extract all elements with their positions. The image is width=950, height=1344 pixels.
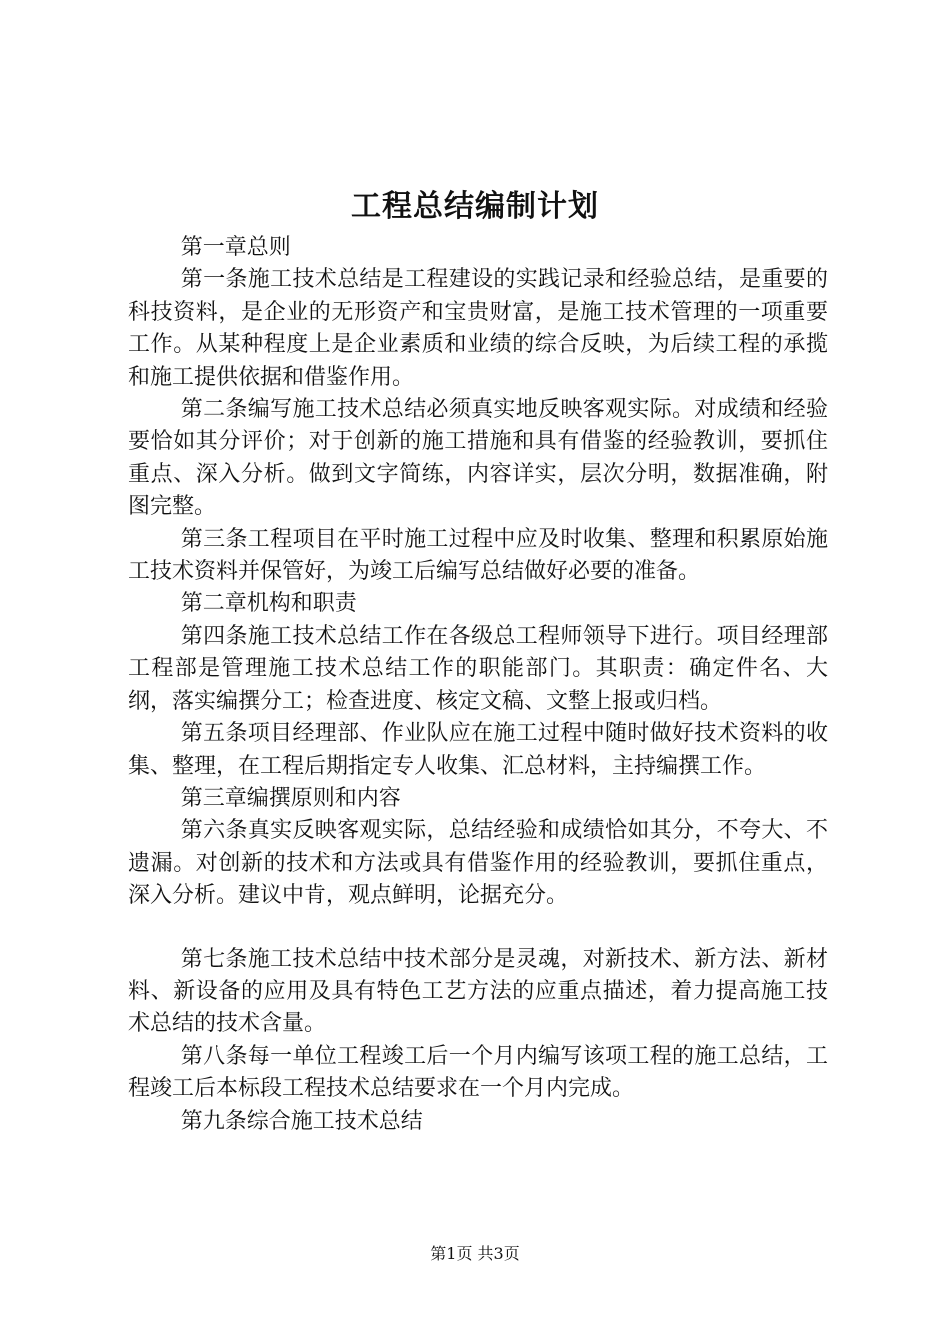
- article-3: 第三条工程项目在平时施工过程中应及时收集、整理和积累原始施工技术资料并保管好，为竣工后编写总结做好必要的准备。: [128, 526, 828, 585]
- paragraph-spacer: [128, 913, 828, 944]
- document-body: [128, 232, 828, 1138]
- document-title: 工程总结编制计划: [351, 189, 599, 224]
- article-9: 第九条综合施工技术总结: [180, 1108, 423, 1134]
- article-4: 第四条施工技术总结工作在各级总工程师领导下进行。项目经理部工程部是管理施工技术总结工作的职能部门。其职责：确定件名、大纲，落实编撰分工；检查进度、核定文稿、文整上报或归档。: [128, 623, 828, 714]
- article-2: 第二条编写施工技术总结必须真实地反映客观实际。对成绩和经验要恰如其分评价；对于创新的施工措施和具有借鉴的经验教训，要抓住重点、深入分析。做到文字简练，内容详实，层次分明，数据准确，附图完整。: [128, 397, 828, 520]
- chapter-heading-2: 第二章机构和职责: [180, 591, 357, 617]
- chapter-heading-1: 第一章总则: [180, 235, 291, 260]
- chapter-heading-3: 第三章编撰原则和内容: [180, 785, 401, 811]
- page-footer: 第1页 共3页: [430, 1244, 520, 1263]
- article-7: 第七条施工技术总结中技术部分是灵魂，对新技术、新方法、新材料、新设备的应用及具有特色工艺方法的应重点描述，着力提高施工技术总结的技术含量。: [128, 946, 828, 1037]
- article-5: 第五条项目经理部、作业队应在施工过程中随时做好技术资料的收集、整理，在工程后期指定专人收集、汇总材料，主持编撰工作。: [128, 721, 828, 779]
- article-8: 第八条每一单位工程竣工后一个月内编写该项工程的施工总结，工程竣工后本标段工程技术总结要求在一个月内完成。: [128, 1043, 828, 1102]
- article-6: 第六条真实反映客观实际，总结经验和成绩恰如其分，不夸大、不遗漏。对创新的技术和方法或具有借鉴作用的经验教训，要抓住重点，深入分析。建议中肯，观点鲜明，论据充分。: [128, 818, 828, 909]
- article-1: 第一条施工技术总结是工程建设的实践记录和经验总结，是重要的科技资料，是企业的无形资产和宝贵财富，是施工技术管理的一项重要工作。从某种程度上是企业素质和业绩的综合反映，为后续工程的承揽和施工提供依据和借鉴作用。: [128, 267, 828, 390]
